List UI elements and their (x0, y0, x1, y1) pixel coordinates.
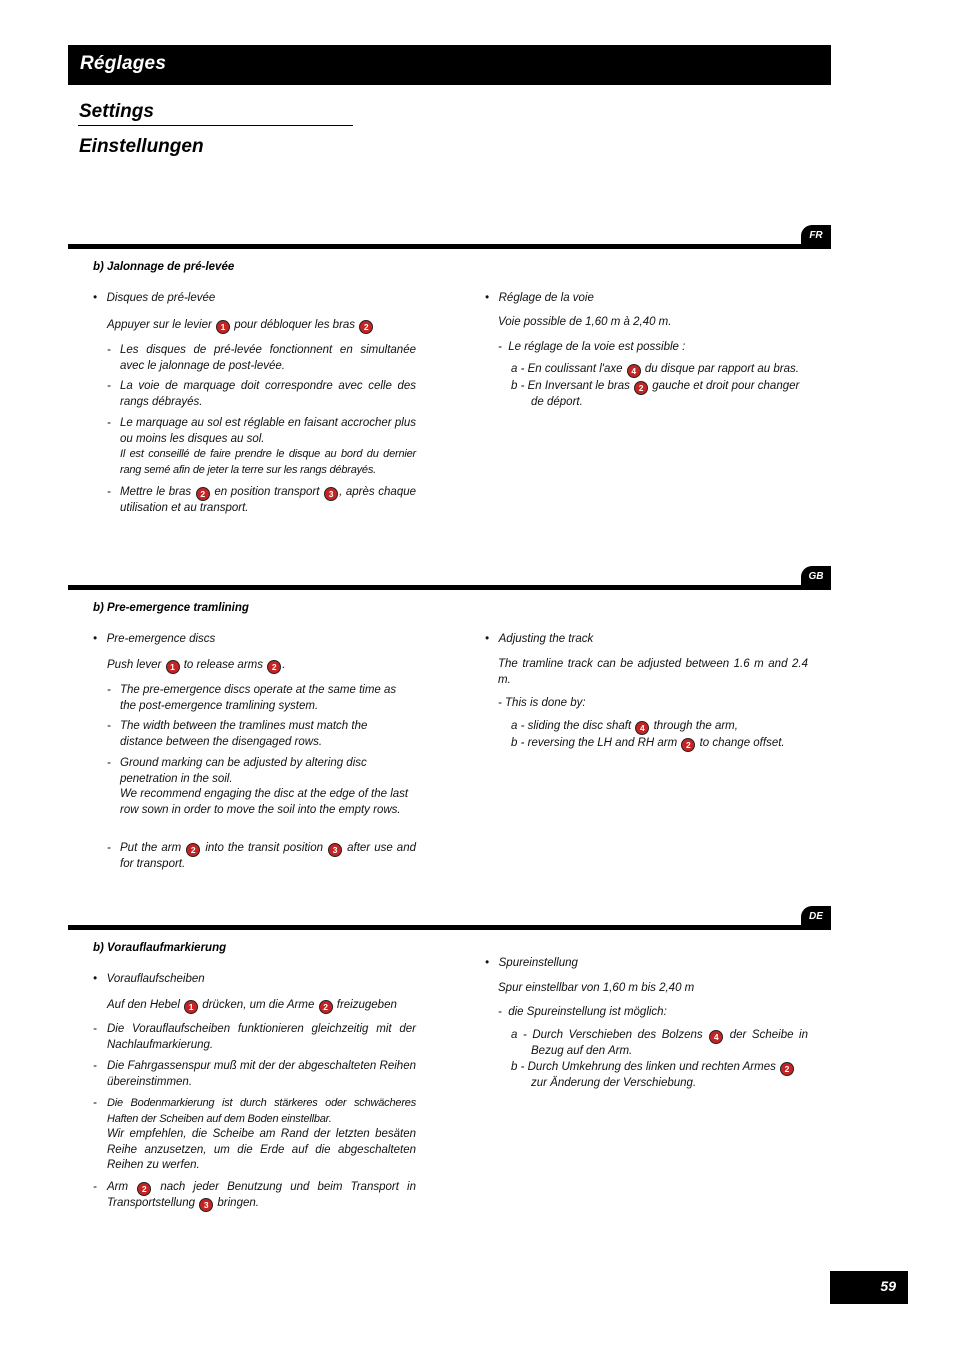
dash: - (107, 417, 111, 429)
page-number: 59 (880, 1278, 896, 1294)
list-item-gb-1: The pre-emergence discs operate at the same time as the post-emergence tramlining system. (120, 684, 397, 712)
bullet-de-left: • Vorauflaufscheiben (93, 973, 205, 985)
text: to change offset. (696, 737, 785, 749)
bullet-fr-left: • Disques de pré-levée (93, 292, 216, 304)
bullet-gb-left: • Pre-emergence discs (93, 633, 216, 645)
callout-1-icon: 1 (216, 320, 230, 334)
text: bringen. (214, 1197, 259, 1209)
bullet-fr-right: • Réglage de la voie (485, 292, 594, 304)
text: Die Bodenmarkierung ist durch stärkeres oder schwächeres Haften der Scheiben auf dem Boden einstellbar. (107, 1097, 416, 1125)
dash: - (107, 380, 111, 392)
callout-2-icon: 2 (634, 381, 648, 395)
dash: - (93, 1023, 97, 1035)
option-b-fr (511, 379, 811, 411)
dash: - (107, 684, 111, 696)
text: Put the arm (120, 842, 186, 854)
list-item-de-1: Die Vorauflaufscheiben funktionieren gleichzeitig mit der Nachlaufmarkierung. (107, 1023, 416, 1051)
option-a-gb (511, 719, 811, 735)
list-item-gb-2: The width between the tramlines must match the distance between the disengaged rows. (120, 720, 368, 748)
page-title-fr: Réglages (80, 53, 167, 74)
list-item-de-3 (107, 1096, 416, 1174)
text: Le réglage de la voie est possible : (508, 341, 686, 353)
list-item-fr-4 (120, 485, 416, 517)
callout-2-icon: 2 (137, 1182, 151, 1196)
list-item-fr-1: Les disques de pré-levée fonctionnent en simultanée avec le jalonnage de post-levée. (120, 344, 416, 372)
title-underline (78, 125, 353, 126)
list-item-de-2: Die Fahrgassenspur muß mit der der abgeschalteten Reihen übereinstimmen. (107, 1060, 416, 1088)
text: en position transport (210, 486, 324, 498)
bullet-label: Pre-emergence discs (106, 633, 216, 645)
bullet-label: Vorauflaufscheiben (106, 973, 205, 985)
list-item-fr-2: La voie de marquage doit correspondre avec celle des rangs débrayés. (120, 380, 416, 408)
section-heading-gb: b) Pre-emergence tramlining (93, 602, 249, 614)
callout-2-icon: 2 (359, 320, 373, 334)
text: du disque par rapport au bras. (641, 363, 799, 375)
list-item-de-4 (107, 1180, 416, 1212)
text: die Spureinstellung ist möglich: (508, 1006, 667, 1018)
dash: - (107, 720, 111, 732)
callout-2-icon: 2 (186, 843, 200, 857)
text: into the transit position (201, 842, 328, 854)
note: Il est conseillé de faire prendre le disque au bord du dernier rang semé afin de jeter la terre sur les rangs débrayés. (120, 448, 416, 476)
bullet-de-right: • Spureinstellung (485, 957, 578, 969)
option-b-gb (511, 736, 811, 752)
intro-gb-right: The tramline track can be adjusted between 1.6 m and 2.4 m. (498, 658, 808, 686)
callout-2-icon: 2 (681, 738, 695, 752)
dash: - (93, 1097, 97, 1109)
callout-2-icon: 2 (319, 1000, 333, 1014)
section-divider-fr (68, 244, 831, 249)
text: freizugeben (333, 999, 397, 1011)
list-item-gb-3 (120, 756, 410, 818)
bullet-gb-right: • Adjusting the track (485, 633, 594, 645)
lang-tab-de: DE (801, 906, 831, 928)
text: a - Durch Verschieben des Bolzens (511, 1029, 709, 1041)
intro-gb-left (107, 658, 417, 674)
intro-de-left (107, 998, 417, 1014)
option-a-de (511, 1028, 808, 1060)
page-title-de: Einstellungen (79, 136, 204, 157)
text: b - Durch Umkehrung des linken und rechten Armes (511, 1061, 780, 1073)
dash: - (107, 486, 111, 498)
text: , après chaque utilisation et au transport. (120, 486, 417, 514)
bullet-label: Réglage de la voie (498, 292, 594, 304)
text: through the arm, (650, 720, 738, 732)
callout-2-icon: 2 (780, 1062, 794, 1076)
dash: - (107, 842, 111, 854)
text: Push lever (107, 659, 165, 671)
section-heading-de: b) Vorauflaufmarkierung (93, 942, 227, 954)
text: b - En Inversant le bras (511, 380, 634, 392)
callout-3-icon: 3 (328, 843, 342, 857)
note: Wir empfehlen, die Scheibe am Rand der letzten besäten Reihe anzusetzen, um die Erde auf die abgeschalteten Reihen zu werfen. (107, 1128, 416, 1171)
option-a-fr (511, 362, 811, 378)
sub-de-right: - die Spureinstellung ist möglich: (498, 1006, 667, 1018)
text: to release arms (180, 659, 267, 671)
text: a - sliding the disc shaft (511, 720, 635, 732)
section-divider-de (68, 925, 831, 930)
callout-2-icon: 2 (267, 660, 281, 674)
callout-4-icon: 4 (709, 1030, 723, 1044)
intro-fr-right: Voie possible de 1,60 m à 2,40 m. (498, 316, 672, 328)
lang-tab-fr: FR (801, 225, 831, 247)
text: drücken, um die Arme (199, 999, 318, 1011)
callout-3-icon: 3 (324, 487, 338, 501)
page-number-box (830, 1271, 908, 1304)
text: gauche et droit pour changer de déport. (531, 380, 800, 408)
text: after use and for transport. (120, 842, 416, 870)
text: pour débloquer les bras (231, 319, 359, 331)
bullet-label: Spureinstellung (498, 957, 578, 969)
text: b - reversing the LH and RH arm (511, 737, 681, 749)
text: . (282, 659, 286, 671)
lang-tab-gb: GB (801, 566, 831, 588)
header-bar (68, 45, 831, 85)
intro-fr-left (107, 318, 417, 334)
dash: - (93, 1060, 97, 1072)
callout-1-icon: 1 (184, 1000, 198, 1014)
text: Auf den Hebel (107, 999, 184, 1011)
callout-4-icon: 4 (635, 721, 649, 735)
text: a - En coulissant l'axe (511, 363, 626, 375)
callout-3-icon: 3 (199, 1198, 213, 1212)
text: der Scheibe in Bezug auf den Arm. (531, 1029, 809, 1057)
dash: - (93, 1181, 97, 1193)
list-item-fr-3 (120, 416, 416, 478)
text: Appuyer sur le levier (107, 319, 216, 331)
section-divider-gb (68, 585, 831, 590)
page-title-en: Settings (79, 101, 154, 122)
text: Arm (107, 1181, 137, 1193)
text: Le marquage au sol est réglable en faisant accrocher plus ou moins les disques au sol. (120, 417, 416, 445)
text: Ground marking can be adjusted by altering disc penetration in the soil. (120, 757, 367, 785)
option-b-de (511, 1060, 808, 1092)
text: zur Änderung der Verschiebung. (531, 1077, 697, 1089)
callout-1-icon: 1 (166, 660, 180, 674)
sub-gb-right: - This is done by: (498, 697, 586, 709)
text: Mettre le bras (120, 486, 195, 498)
callout-4-icon: 4 (627, 364, 641, 378)
dash: - (107, 757, 111, 769)
intro-de-right: Spur einstellbar von 1,60 m bis 2,40 m (498, 982, 695, 994)
section-heading-fr: b) Jalonnage de pré-levée (93, 261, 235, 273)
bullet-label: Disques de pré-levée (106, 292, 216, 304)
list-item-gb-4 (120, 841, 416, 873)
sub-fr-right: - Le réglage de la voie est possible : (498, 341, 686, 353)
dash: - (107, 344, 111, 356)
note: We recommend engaging the disc at the edge of the last row sown in order to move the soil into the empty rows. (120, 788, 409, 816)
callout-2-icon: 2 (196, 487, 210, 501)
bullet-label: Adjusting the track (498, 633, 594, 645)
text: nach jeder Benutzung und beim Transport in Transportstellung (107, 1181, 416, 1209)
